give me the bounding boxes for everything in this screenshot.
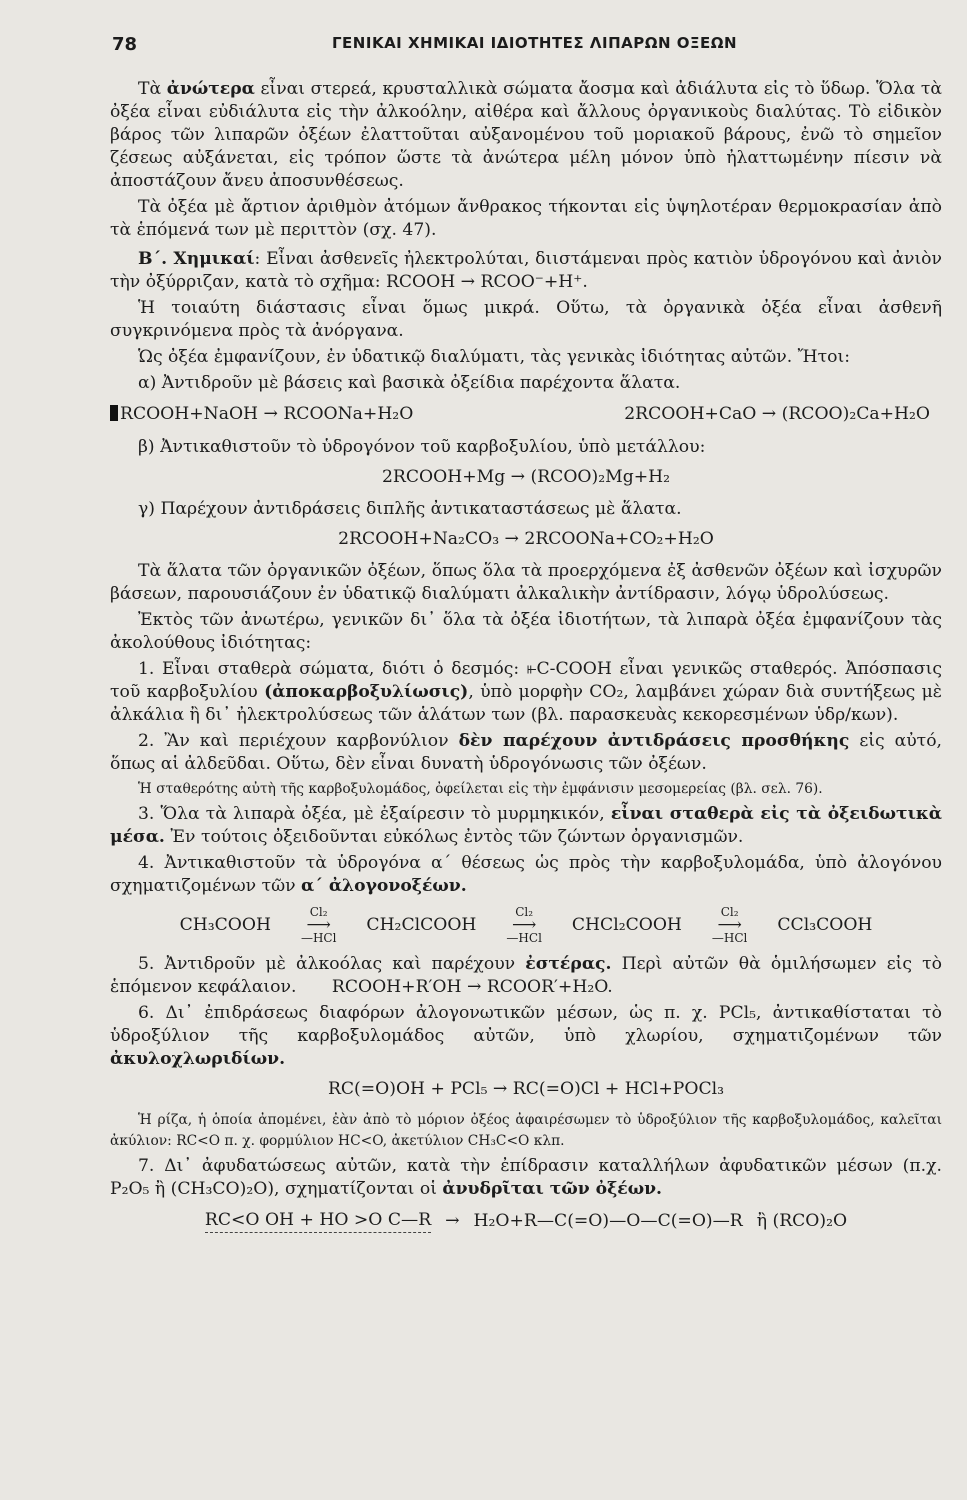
item-5 bbox=[110, 953, 942, 999]
byproduct-label: —HCl bbox=[300, 931, 337, 945]
text: εἰς αὐτό, ὅπως αἱ ἀλδεῦδαι. Οὕτω, δὲν εἶναι δυνατὴ ὑδρογόνωσις τῶν ὀξέων. bbox=[110, 731, 943, 774]
paragraph-physical-props bbox=[110, 78, 942, 193]
bold-term: ἐστέρας. bbox=[525, 954, 612, 974]
anhydride-reactants: RC<O OH + HO >O C—R bbox=[205, 1209, 431, 1233]
item-3 bbox=[110, 803, 942, 849]
bold-term: α΄ ἀλογονοξέων. bbox=[301, 876, 467, 896]
equation bbox=[110, 403, 413, 426]
item-2 bbox=[110, 730, 942, 776]
arrow-2: Cl₂ ⟶ —HCl bbox=[506, 905, 542, 945]
equation-mg: 2RCOOH+Mg → (RCOO)₂Mg+H₂ bbox=[382, 467, 670, 487]
arrow-1: Cl₂ ⟶ —HCl bbox=[300, 905, 337, 945]
text: 1. Εἶναι σταθερὰ σώματα, διότι ὁ δεσμός: ⫦C-COOH εἶναι γενικῶς σταθερός. Ἀπόσπασις τοῦ καρβοξυλίου bbox=[110, 659, 942, 702]
paragraph-melting: Τὰ ὀξέα μὲ ἄρτιον ἀριθμὸν ἀτόμων ἄνθρακος τήκονται εἰς ὑψηλοτέραν θερμοκρασίαν ἀπὸ τὰ ἑπόμενά των μὲ περιττὸν (σχ. 47). bbox=[110, 197, 942, 240]
reagent-label: Cl₂ bbox=[720, 905, 739, 919]
text: 7. Δι᾽ ἀφυδατώσεως αὐτῶν, κατὰ τὴν ἐπίδρασιν καταλλήλων ἀφυδατικῶν μέσων (π.χ. P₂O₅ ἢ (CH₃CO)₂O), σχηματίζονται οἱ bbox=[110, 1156, 942, 1199]
equation-row-1 bbox=[110, 403, 942, 426]
text: , ὑπὸ μορφὴν CO₂, λαμβάνει χώραν διὰ συντήξεως μὲ ἀλκάλια ἢ δι᾽ ἠλεκτρολύσεως τῶν ἁλάτων των (βλ. παρασκευὰς κεκορεσμένων ὑδρ/κων). bbox=[110, 682, 942, 725]
paragraph-salts: Τὰ ἅλατα τῶν ὀργανικῶν ὀξέων, ὅπως ὅλα τὰ προερχόμενα ἐξ ἀσθενῶν ὀξέων καὶ ἰσχυρῶν βάσεων, παρουσιάζουν ἐν ὑδατικῷ διαλύματι ἀλκαλικὴν ἀντίδρασιν, λόγῳ ὑδρολύσεως. bbox=[110, 561, 942, 604]
margin-mark bbox=[110, 405, 118, 421]
section-heading: Β΄. Χημικαί bbox=[138, 249, 255, 269]
paragraph-acid-props: Ὡς ὀξέα ἐμφανίζουν, ἐν ὑδατικῷ διαλύματι, τὰς γενικὰς ἰδιότητας αὐτῶν. Ἤτοι: bbox=[138, 347, 850, 367]
text: : Εἶναι ἀσθενεῖς ἠλεκτρολύται, διιστάμεναι πρὸς κατιὸν ὑδρογόνου καὶ ἀνιὸν τὴν ὀξύρριζαν, κατὰ τὸ σχῆμα: RCOOH → RCOO⁻+H⁺. bbox=[110, 249, 942, 292]
bold-term: ἀνυδρῖται τῶν ὀξέων. bbox=[442, 1179, 662, 1199]
anhydride-alt: ἢ (RCO)₂O bbox=[756, 1210, 848, 1231]
footnote-stability: Ἡ σταθερότης αὐτὴ τῆς καρβοξυλομάδος, ὀφείλεται εἰς τὴν ἐμφάνισιν μεσομερείας (βλ. σελ. 76). bbox=[138, 781, 823, 797]
item-6 bbox=[110, 1002, 942, 1071]
equation-carbonate: 2RCOOH+Na₂CO₃ → 2RCOONa+CO₂+H₂O bbox=[338, 529, 714, 549]
reagent-label: Cl₂ bbox=[515, 905, 534, 919]
text: 2. Ἂν καὶ περιέχουν καρβονύλιον bbox=[138, 731, 459, 751]
equation-pcl5: RC(=O)OH + PCl₅ → RC(=O)Cl + HCl+POCl₃ bbox=[327, 1079, 725, 1099]
page-header bbox=[112, 34, 872, 58]
arrow-3: Cl₂ ⟶ —HCl bbox=[711, 905, 748, 945]
bold-term: δὲν παρέχουν ἀντιδράσεις προσθήκης bbox=[458, 731, 850, 751]
text: Περὶ αὐτῶν θὰ ὁμιλήσωμεν εἰς τὸ ἑπόμενον κεφάλαιον. bbox=[110, 954, 942, 997]
text: 5. Ἀντιδροῦν μὲ ἀλκοόλας καὶ παρέχουν bbox=[138, 954, 526, 974]
text: 3. Ὅλα τὰ λιπαρὰ ὀξέα, μὲ ἐξαίρεσιν τὸ μυρμηκικόν, bbox=[138, 804, 611, 824]
paragraph-fatty-props: Ἐκτὸς τῶν ἀνωτέρω, γενικῶν δι᾽ ὅλα τὰ ὀξέα ἰδιοτήτων, τὰ λιπαρὰ ὀξέα ἐμφανίζουν τὰς ἀκολούθους ἰδιότητας: bbox=[110, 610, 942, 653]
bold-term: εἶναι σταθερὰ εἰς τὰ ὀξειδωτικὰ μέσα. bbox=[110, 804, 942, 847]
page-number: 78 bbox=[112, 34, 138, 55]
running-title: ΓΕΝΙΚΑΙ ΧΗΜΙΚΑΙ ΙΔΙΟΤΗΤΕΣ ΛΙΠΑΡΩΝ ΟΞΕΩΝ bbox=[332, 34, 738, 52]
equation-left: RCOOH+NaOH → RCOONa+H₂O bbox=[120, 404, 414, 424]
item-7 bbox=[110, 1155, 942, 1201]
text: Τὰ bbox=[138, 79, 167, 99]
text: 6. Δι᾽ ἐπιδράσεως διαφόρων ἀλογονωτικῶν μέσων, ὡς π. χ. PCl₅, ἀντικαθίσταται τὸ ὑδροξύλιον τῆς καρβοξυλομάδος αὐτῶν, ὑπὸ χλωρίου, σχηματιζομένων τῶν bbox=[110, 1003, 942, 1046]
text: εἶναι στερεά, κρυσταλλικὰ σώματα ἄοσμα καὶ ἀδιάλυτα εἰς τὸ ὕδωρ. Ὅλα τὰ ὀξέα εἶναι εὐδιάλυτα εἰς τὴν ἀλκοόλην, αἰθέρα καὶ ἄλλους ὀργανικοὺς διαλύτας. Τὸ εἰδικὸν βάρος τῶν λιπαρῶν ὀξέων ἐλαττοῦται αὐξανομένου τοῦ μοριακοῦ βάρους, ἐνῶ τὸ σημεῖον ζέσεως αὐξάνεται, εἰς τρόπον ὥστε τὰ ἀνώτερα μέλη μόνον ὑπὸ ἠλαττωμένην πίεσιν νὰ ἀποστάζουν ἄνευ ἀποσυνθέσεως. bbox=[110, 79, 942, 191]
footnote-acyl: Ἡ ρίζα, ἡ ὁποία ἀπομένει, ἐὰν ἀπὸ τὸ μόριον ὀξέος ἀφαιρέσωμεν τὸ ὑδροξύλιον τῆς καρβοξυλομάδος, καλεῖται ἀκύλιον: RC<O π. χ. φορμύλιον HC<O, ἀκετύλιον CH₃C<O κλπ. bbox=[110, 1112, 942, 1149]
equation-right: 2RCOOH+CaO → (RCOO)₂Ca+H₂O bbox=[624, 404, 930, 424]
bold-term: ἀκυλοχλωριδίων. bbox=[110, 1049, 286, 1069]
byproduct-label: —HCl bbox=[506, 931, 542, 945]
species-4: CCl₃COOH bbox=[777, 915, 873, 935]
text: Ἐν τούτοις ὀξειδοῦνται εὐκόλως ἐντὸς τῶν ζώντων ὀργανισμῶν. bbox=[164, 827, 744, 847]
page-body bbox=[110, 78, 942, 1241]
item-c: γ) Παρέχουν ἀντιδράσεις διπλῆς ἀντικαταστάσεως μὲ ἅλατα. bbox=[138, 499, 682, 519]
text: 4. Ἀντικαθιστοῦν τὰ ὑδρογόνα α΄ θέσεως ὡς πρὸς τὴν καρβοξυλομάδα, ὑπὸ ἀλογόνου σχηματιζομένων τῶν bbox=[110, 853, 942, 896]
chlorination-scheme bbox=[110, 906, 942, 945]
item-4 bbox=[110, 852, 942, 898]
species-2: CH₂ClCOOH bbox=[366, 915, 477, 935]
anhydride-products: H₂O+R—C(=O)—O—C(=O)—R bbox=[473, 1210, 743, 1231]
byproduct-label: —HCl bbox=[711, 931, 748, 945]
item-1 bbox=[110, 658, 942, 727]
item-b: β) Ἀντικαθιστοῦν τὸ ὑδρογόνον τοῦ καρβοξυλίου, ὑπὸ μετάλλου: bbox=[138, 437, 706, 457]
bold-term: (ἀποκαρβοξυλίωσις) bbox=[264, 682, 469, 702]
species-3: CHCl₂COOH bbox=[571, 915, 682, 935]
reagent-label: Cl₂ bbox=[309, 905, 328, 919]
item-a: α) Ἀντιδροῦν μὲ βάσεις καὶ βασικὰ ὀξείδια παρέχοντα ἅλατα. bbox=[138, 373, 681, 393]
anhydride-row bbox=[110, 1209, 942, 1233]
species-1: CH₃COOH bbox=[179, 915, 271, 935]
equation-ester: RCOOH+R′OH → RCOOR′+H₂O. bbox=[331, 977, 613, 997]
paragraph-dissociation: Ἡ τοιαύτη διάστασις εἶναι ὅμως μικρά. Οὕτω, τὰ ὀργανικὰ ὀξέα εἶναι ἀσθενῆ συγκρινόμενα πρὸς τὰ ἀνόργανα. bbox=[110, 298, 942, 341]
arrow: → bbox=[445, 1210, 460, 1231]
paragraph-chemical bbox=[110, 248, 942, 294]
chlorination-row bbox=[110, 906, 942, 945]
anhydride-scheme bbox=[110, 1209, 942, 1233]
bold-term: ἀνώτερα bbox=[166, 79, 255, 99]
